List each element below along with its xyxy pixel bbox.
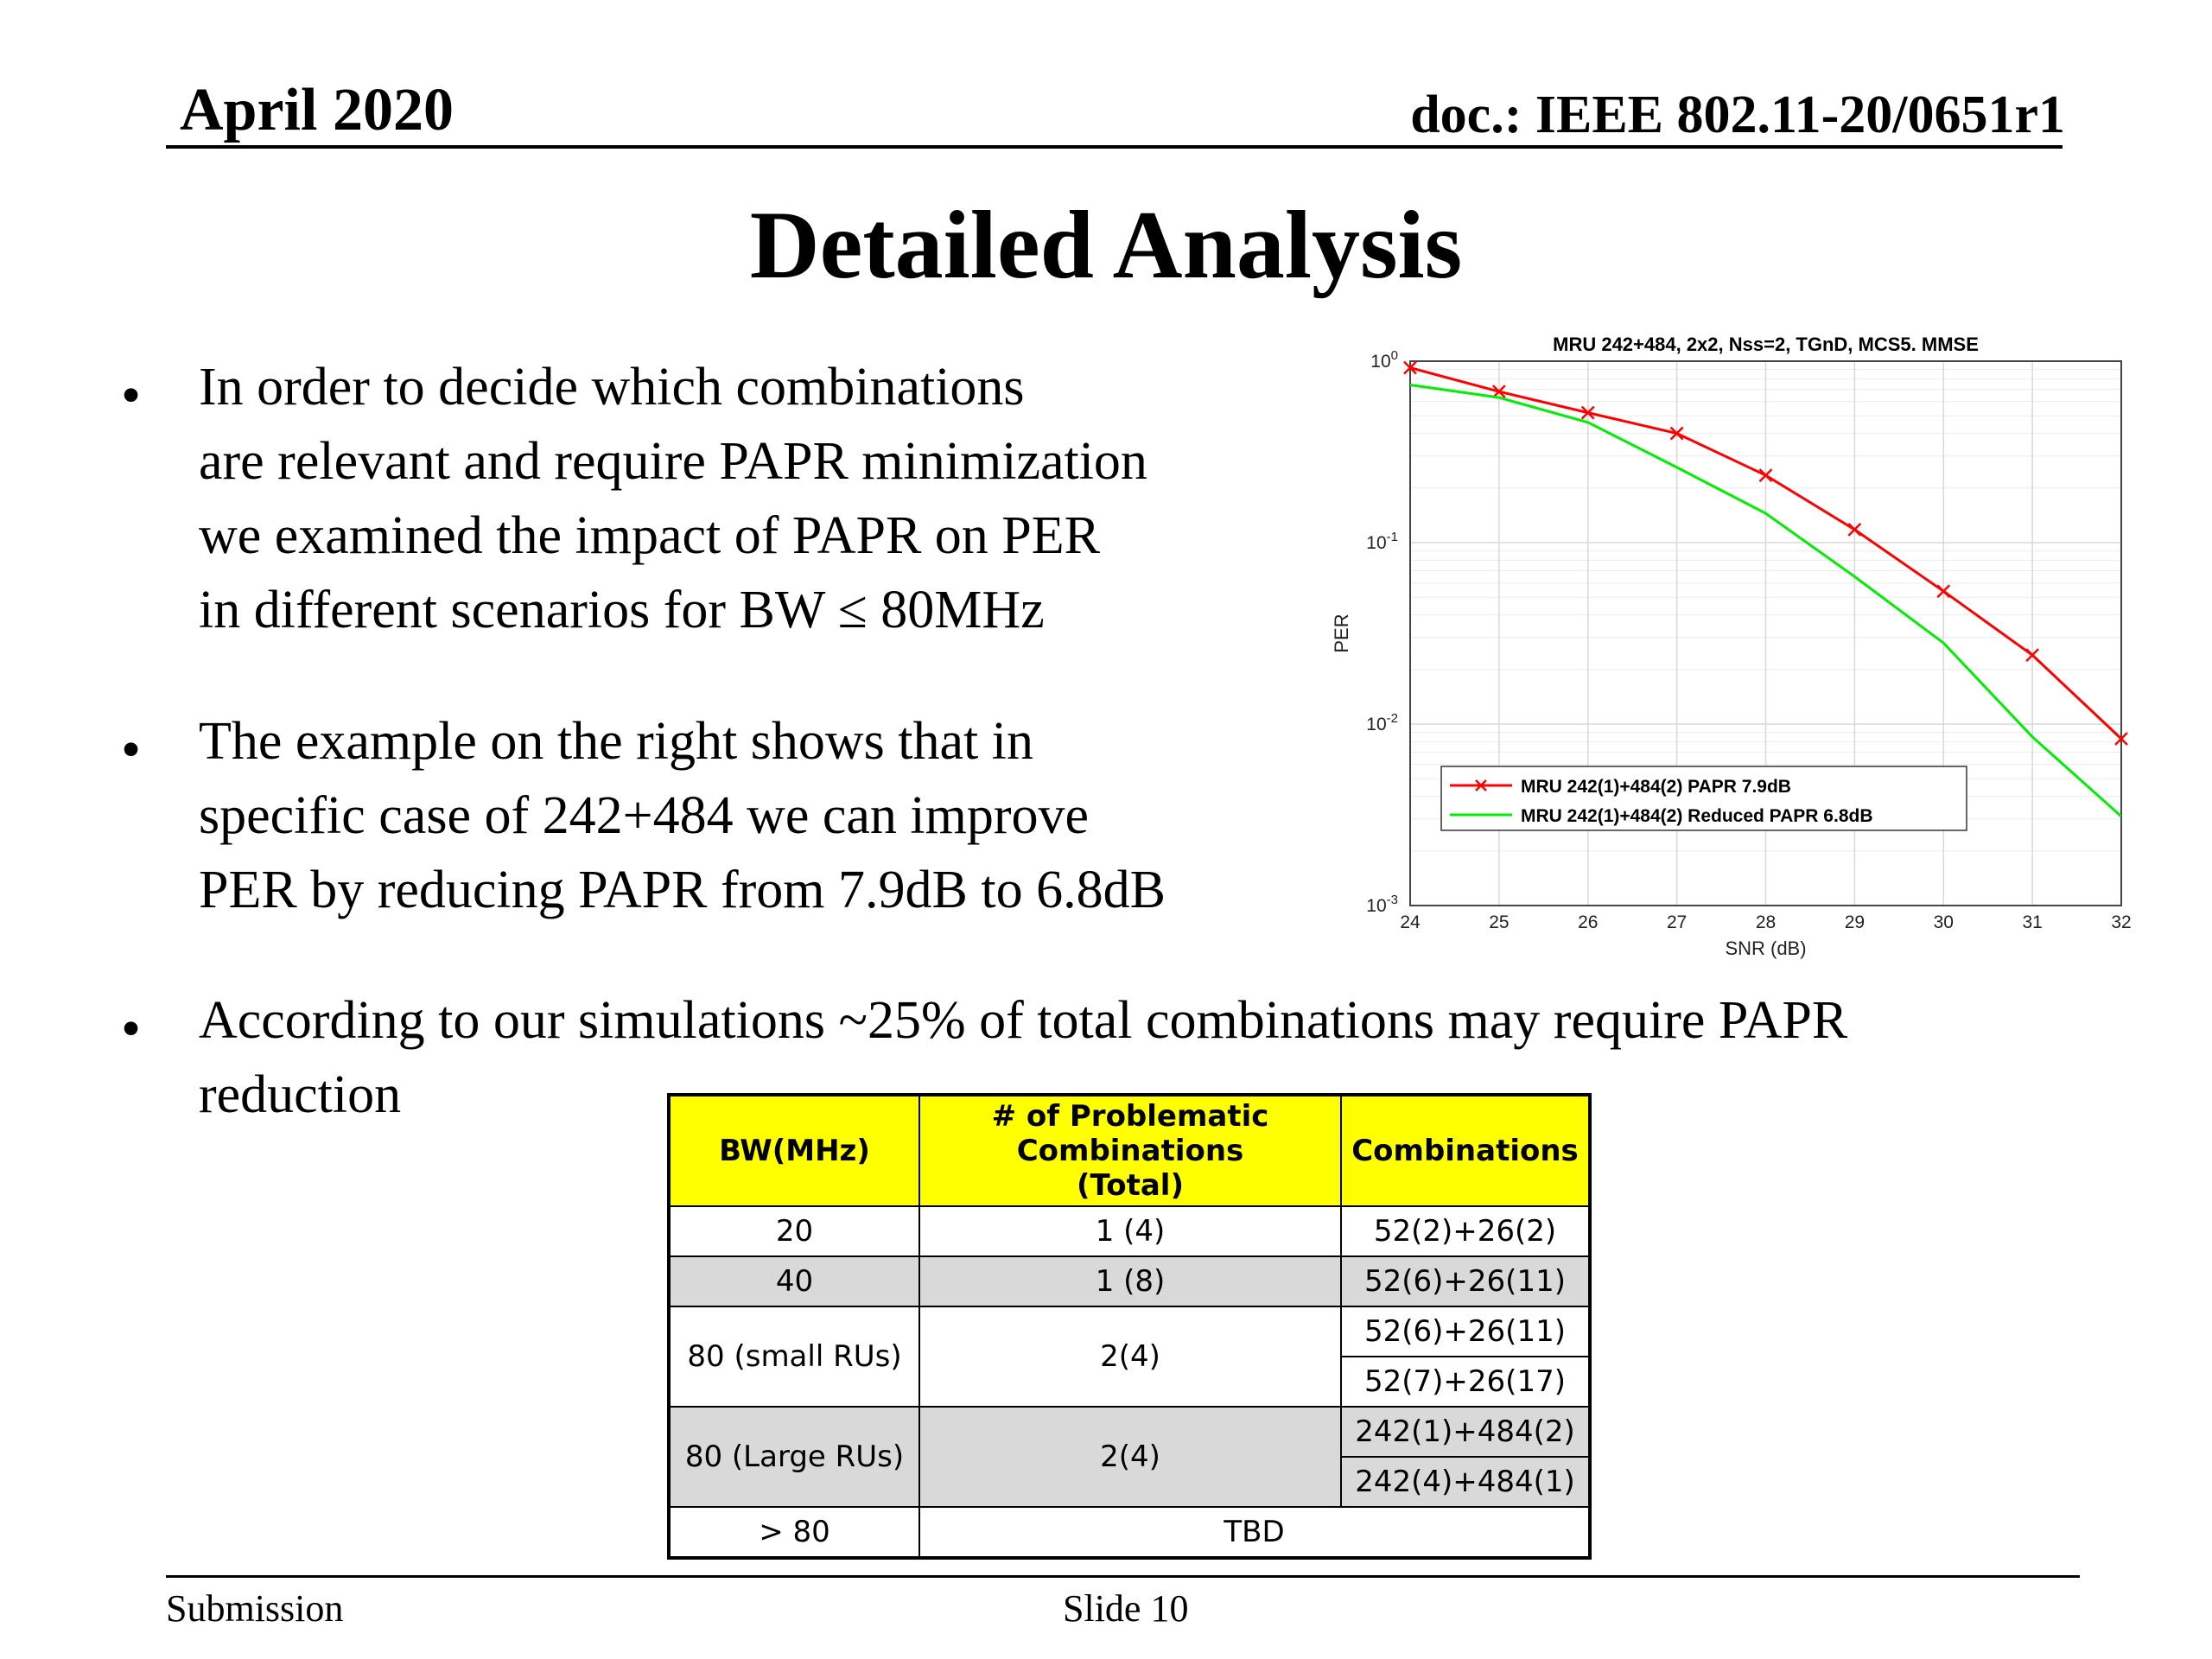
bullet-1-text [199,350,1147,647]
bullet-2-text [199,704,1166,927]
per-vs-snr-chart [1313,324,2132,963]
y-tick-label: $10^{-3}$ [1366,893,1398,916]
cell-count: 1 (8) [919,1256,1341,1306]
bullet-line: reduction [199,1065,402,1124]
cell-bw: 80 (small RUs) [669,1306,919,1407]
cell-combination: 52(2)+26(2) [1341,1206,1590,1256]
x-tick-label: 27 [1666,912,1688,932]
table-header-row [669,1095,1590,1206]
y-tick-label: $10^{-1}$ [1366,530,1398,553]
cell-bw: 80 (Large RUs) [669,1407,919,1507]
table-row [669,1256,1590,1306]
cell-bw: 20 [669,1206,919,1256]
x-tick-label: 30 [1933,912,1954,932]
cell-count: TBD [919,1507,1590,1558]
bullet-line: According to our simulations ~25% of total combinations may require PAPR [199,991,1848,1050]
legend-entry: MRU 242(1)+484(2) Reduced PAPR 6.8dB [1521,806,1873,826]
bullet-line: we examined the impact of PAPR on PER [199,506,1101,565]
header-date: April 2020 [180,77,454,143]
cell-count: 2(4) [919,1306,1341,1407]
cell-combination: 242(4)+484(1) [1341,1457,1590,1507]
cell-bw: > 80 [669,1507,919,1558]
footer-submission: Submission [166,1587,344,1630]
bullet-marker: • [121,718,142,781]
x-tick-label: 32 [2111,912,2132,932]
table-row [669,1507,1590,1558]
chart-title: MRU 242+484, 2x2, Nss=2, TGnD, MCS5. MMSE [1553,334,1979,355]
bullet-line: The example on the right shows that in [199,712,1033,771]
bullet-line: specific case of 242+484 we can improve [199,786,1090,845]
bullet-line: in different scenarios for BW ≤ 80MHz [199,581,1045,639]
table-row [669,1306,1590,1357]
cell-count: 1 (4) [919,1206,1341,1256]
bullet-marker: • [121,364,142,427]
header-bw: BW(MHz) [669,1095,919,1206]
x-tick-label: 31 [2022,912,2043,932]
bullet-line: In order to decide which combinations [199,358,1025,416]
bullet-line: are relevant and require PAPR minimization [199,432,1147,491]
cell-combination: 242(1)+484(2) [1341,1407,1590,1457]
x-tick-label: 28 [1755,912,1777,932]
x-tick-label: 25 [1489,912,1510,932]
footer-rule [166,1575,2080,1578]
cell-combination: 52(7)+26(17) [1341,1357,1590,1407]
cell-count: 2(4) [919,1407,1341,1507]
bullet-line: PER by reducing PAPR from 7.9dB to 6.8dB [199,861,1166,919]
y-axis-label: PER [1331,613,1352,653]
x-tick-label: 26 [1578,912,1599,932]
cell-combination: 52(6)+26(11) [1341,1256,1590,1306]
bullet-marker: • [121,997,142,1060]
cell-combination: 52(6)+26(11) [1341,1306,1590,1357]
cell-bw: 40 [669,1256,919,1306]
legend-entry: MRU 242(1)+484(2) PAPR 7.9dB [1521,777,1791,797]
y-tick-label: $10^{-2}$ [1366,711,1398,734]
header-combinations: Combinations [1341,1095,1590,1206]
table-row [669,1206,1590,1256]
header-problematic-count: # of Problematic Combinations (Total) [919,1095,1341,1206]
x-axis-label: SNR (dB) [1725,938,1807,959]
header-doc-id: doc.: IEEE 802.11-20/0651r1 [1410,86,2065,144]
footer-slide-number: Slide 10 [1063,1587,1189,1630]
problematic-combinations-table [667,1093,1592,1560]
header-rule [166,145,2063,149]
slide-title: Detailed Analysis [749,192,1463,299]
y-tick-label: $10^0$ [1370,348,1398,372]
table-row [669,1407,1590,1457]
x-tick-label: 29 [1844,912,1866,932]
x-tick-label: 24 [1400,912,1421,932]
